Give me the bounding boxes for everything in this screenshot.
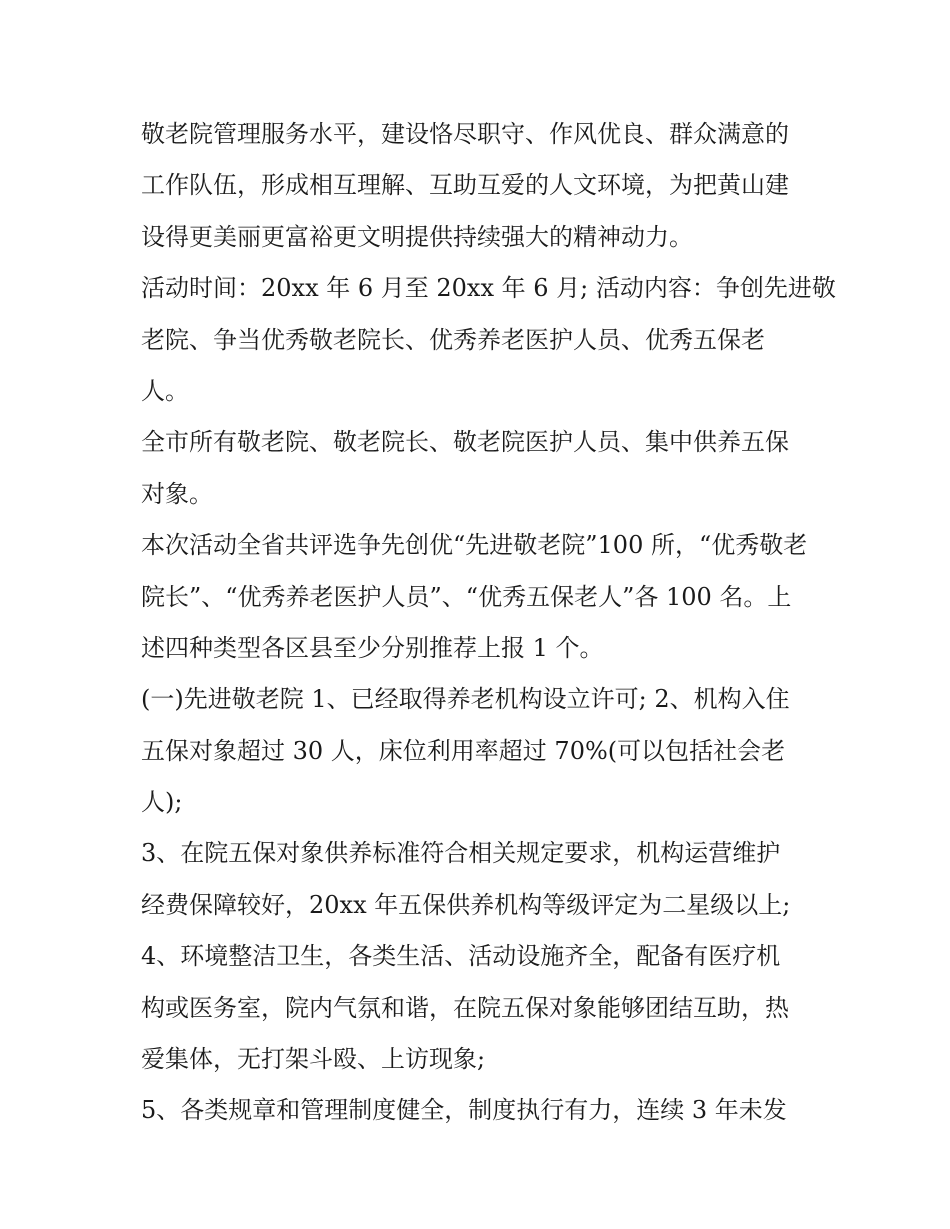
- text-line: 4、环境整洁卫生，各类生活、活动设施齐全，配备有医疗机: [141, 942, 781, 971]
- text-line: 5、各类规章和管理制度健全，制度执行有力，连续 3 年未发: [141, 1096, 787, 1125]
- text-line: 老院、争当优秀敬老院长、优秀养老医护人员、优秀五保老: [141, 325, 765, 354]
- document-body: [141, 109, 836, 1137]
- text-line: 全市所有敬老院、敬老院长、敬老院医护人员、集中供养五保: [141, 428, 789, 457]
- text-line: 对象。: [141, 479, 213, 508]
- text-line: 设得更美丽更富裕更文明提供持续强大的精神动力。: [141, 222, 693, 251]
- text-line: 述四种类型各区县至少分别推荐上报 1 个。: [141, 633, 604, 662]
- text-line: 敬老院管理服务水平，建设恪尽职守、作风优良、群众满意的: [141, 120, 789, 148]
- text-line: 活动时间：20xx 年 6 月至 20xx 年 6 月; 活动内容：争创先进敬: [141, 274, 836, 303]
- text-line: 五保对象超过 30 人，床位利用率超过 70%(可以包括社会老: [141, 736, 786, 765]
- text-line: 院长”、“优秀养老医护人员”、“优秀五保老人”各 100 名。上: [141, 582, 792, 611]
- text-line: (一)先进敬老院 1、已经取得养老机构设立许可; 2、机构入住: [141, 685, 790, 714]
- text-line: 经费保障较好，20xx 年五保供养机构等级评定为二星级以上;: [141, 890, 791, 919]
- text-line: 爱集体，无打架斗殴、上访现象;: [141, 1045, 486, 1074]
- text-line: 人);: [141, 788, 183, 817]
- text-line: 工作队伍，形成相互理解、互助互爱的人文环境，为把黄山建: [141, 171, 789, 200]
- text-line: 3、在院五保对象供养标准符合相关规定要求，机构运营维护: [141, 839, 781, 868]
- text-line: 人。: [141, 376, 189, 405]
- text-line: 构或医务室，院内气氛和谐，在院五保对象能够团结互助，热: [141, 993, 789, 1022]
- text-line: 本次活动全省共评选争先创优“先进敬老院”100 所，“优秀敬老: [141, 531, 808, 560]
